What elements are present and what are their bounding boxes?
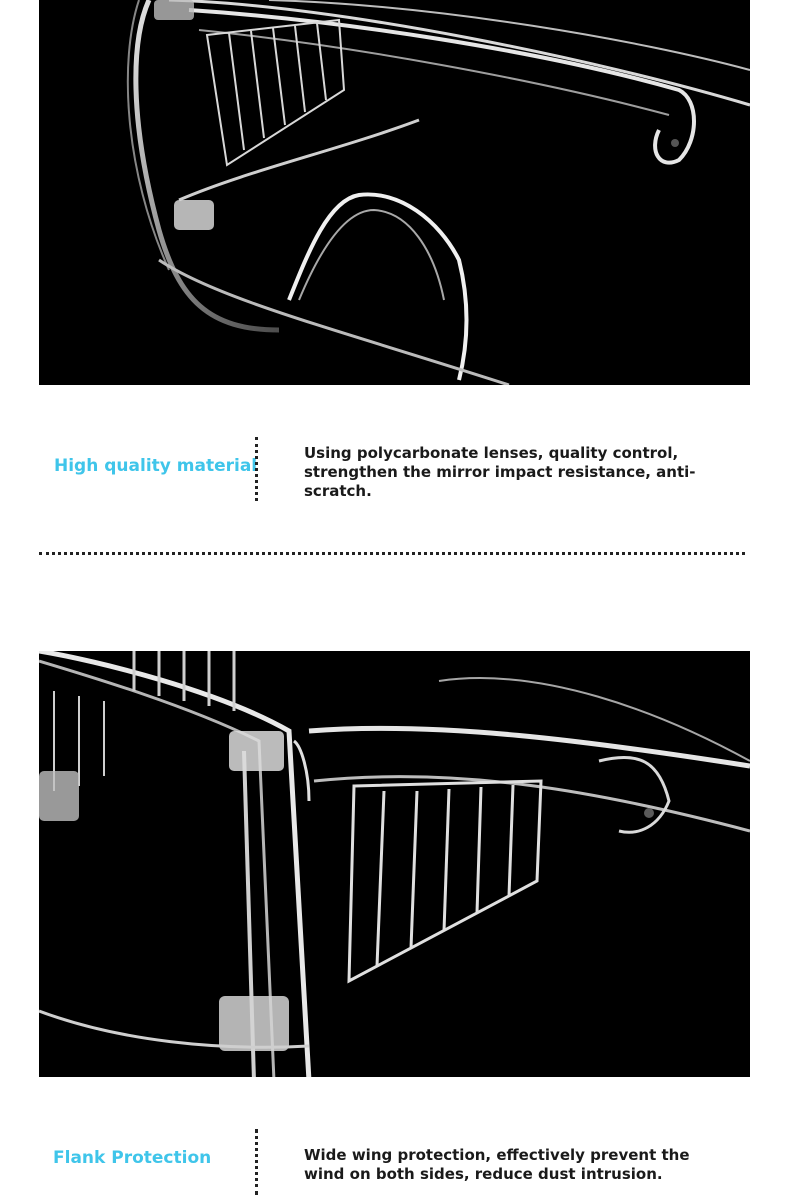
feature-description-material: Using polycarbonate lenses, quality control, strengthen the mirror impact resistance, anti-scratch. — [304, 444, 696, 500]
feature-title-material: High quality material — [54, 456, 258, 476]
horizontal-divider — [39, 552, 745, 555]
safety-glasses-side-closeup — [39, 651, 750, 1077]
vertical-divider — [255, 437, 258, 501]
feature-title-flank: Flank Protection — [53, 1148, 212, 1168]
product-photo-top — [39, 0, 750, 385]
feature-description-flank: Wide wing protection, effectively prevent the wind on both sides, reduce dust intrusion. — [304, 1146, 690, 1183]
vertical-divider — [255, 1129, 258, 1195]
safety-glasses-illustration — [39, 0, 750, 385]
product-photo-bottom — [39, 651, 750, 1077]
